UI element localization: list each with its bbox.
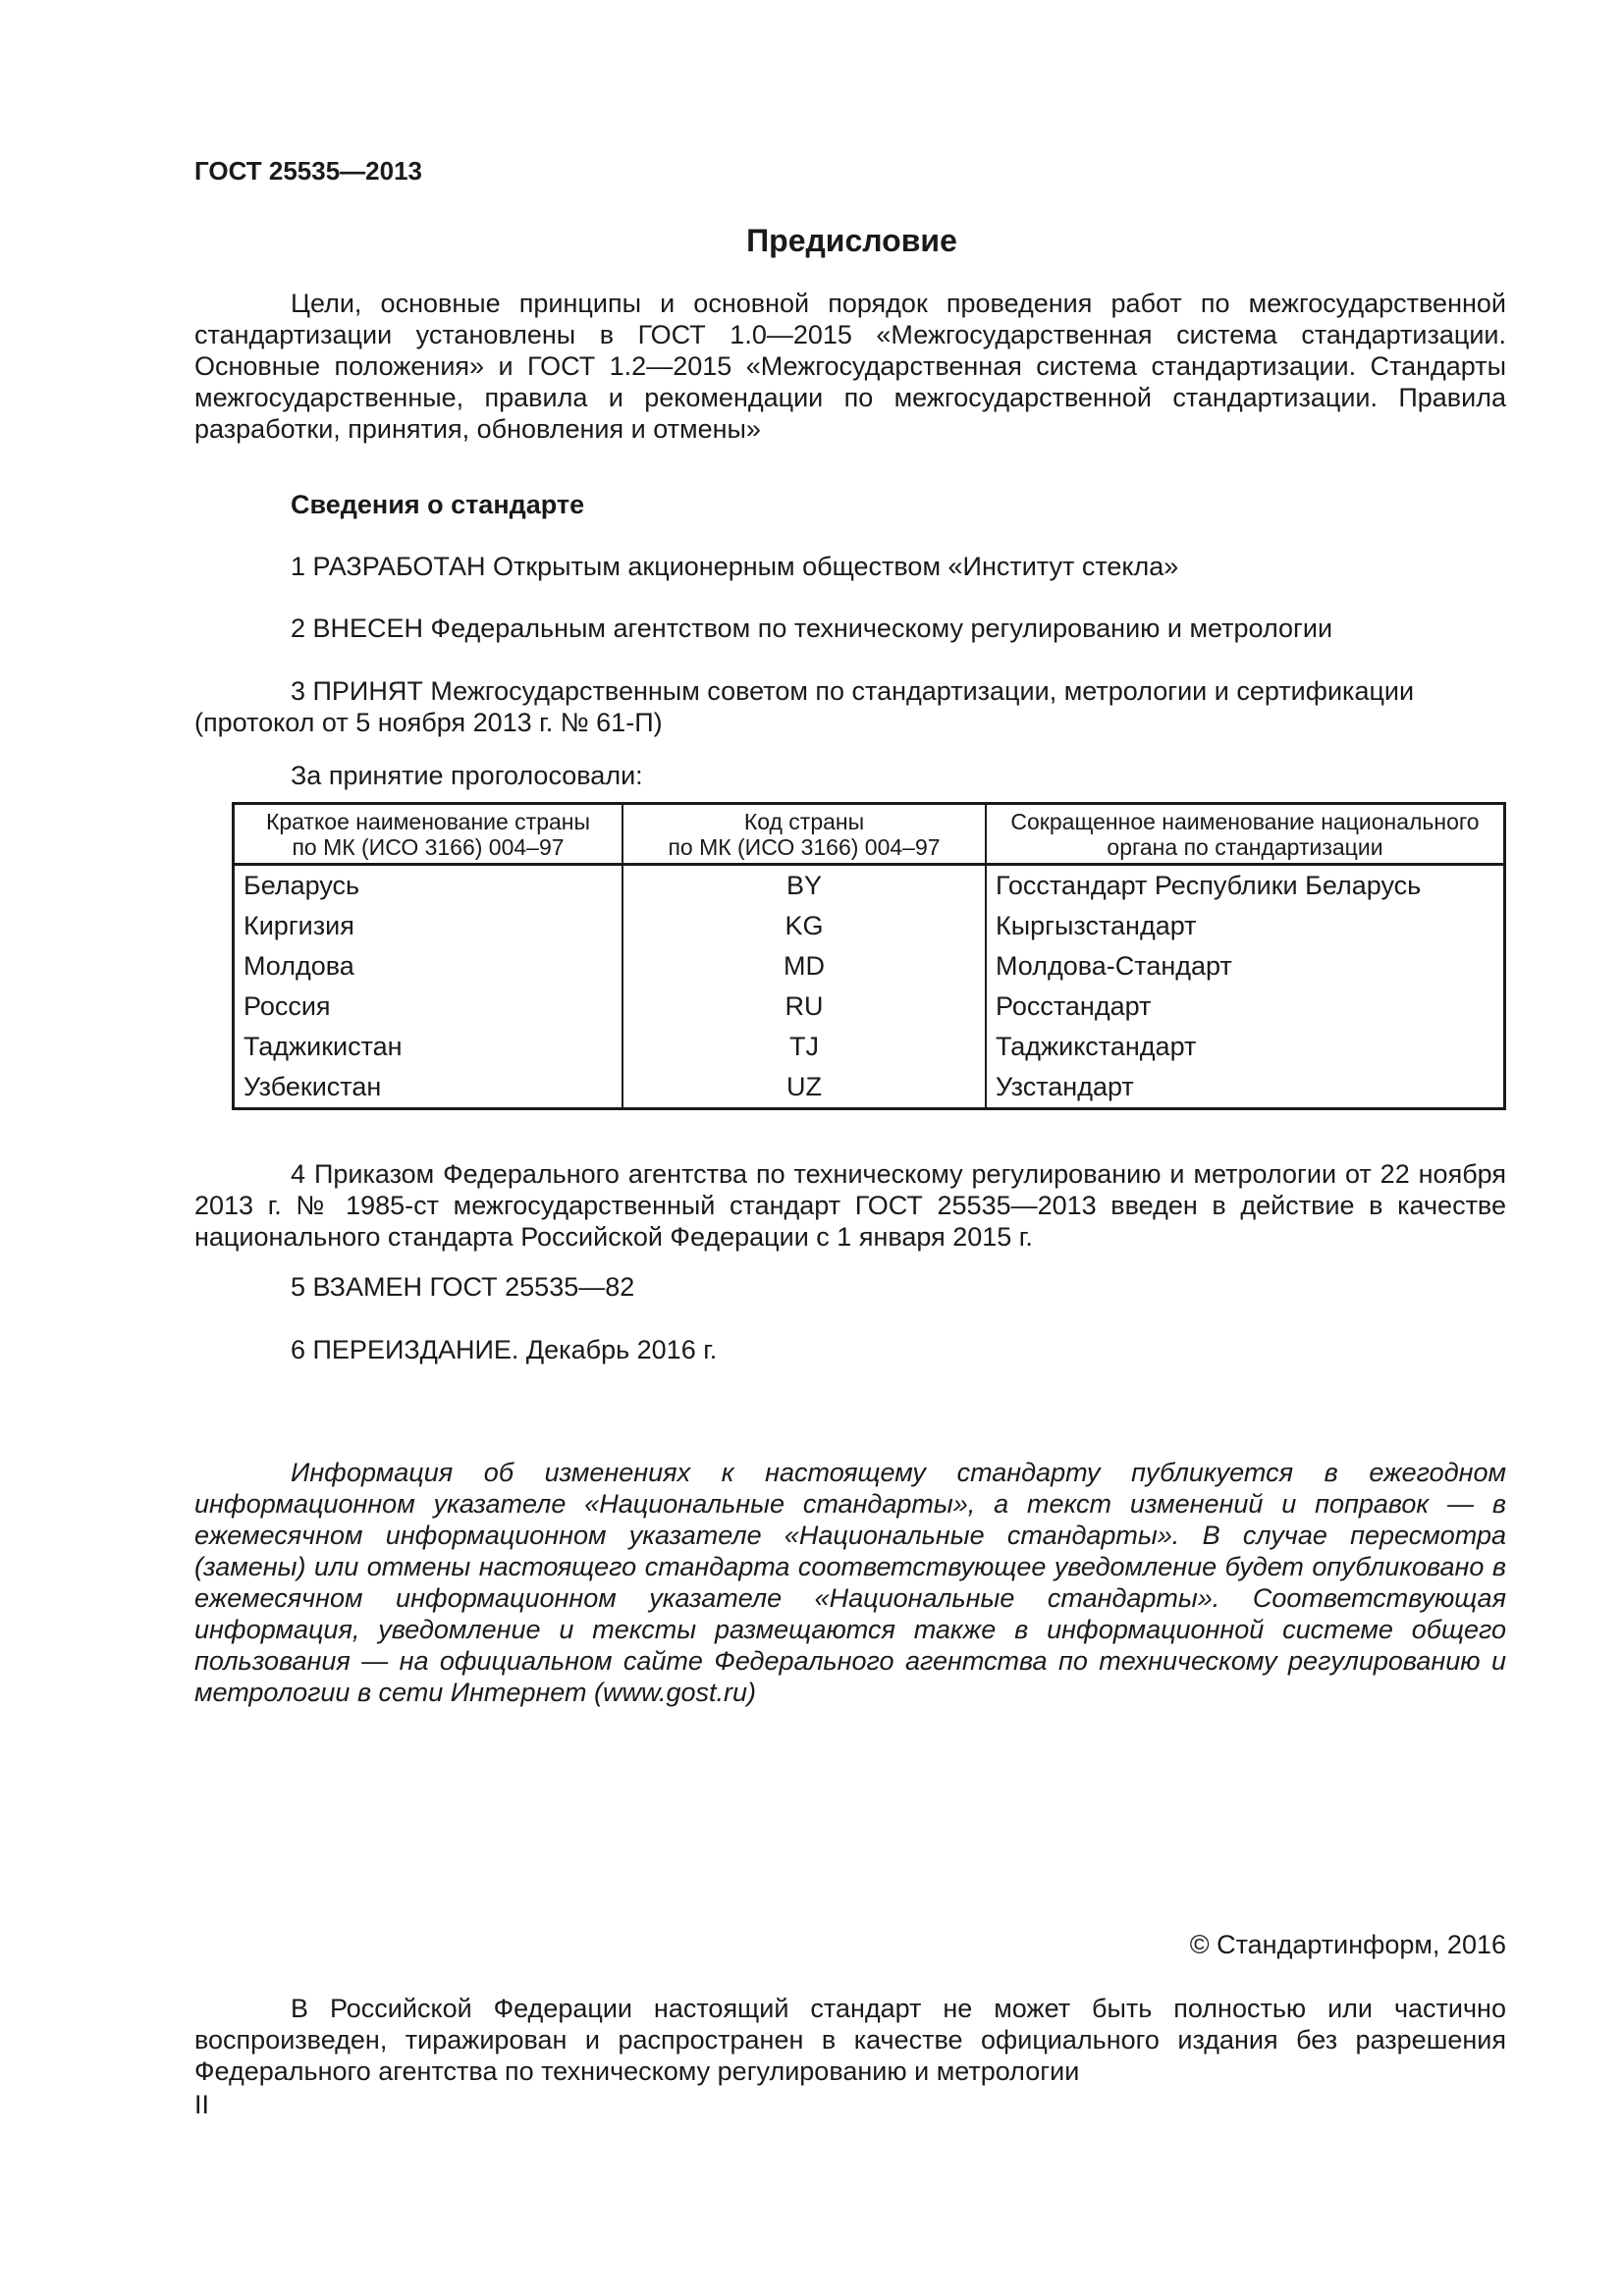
country-code: MD [622,946,986,987]
item-replaces: 5 ВЗАМЕН ГОСТ 25535—82 [291,1272,635,1302]
reproduction-notice: В Российской Федерации настоящий стандарт не может быть полностью или частично воспроизведен, тиражирован и распространен в качестве официального издания без разрешения Федерального агентства по техническому регулированию и метрологии [194,1994,1506,2086]
item-enacted: 4 Приказом Федерального агентства по техническому регулированию и метрологии от 22 ноября 2013 г. № 1985-ст межгосударственный стандарт ГОСТ 25535—2013 введен в действие в качестве национального стандарта Российской Федерации с 1 января 2015 г. [194,1159,1506,1252]
national-body: Росстандарт [986,987,1505,1027]
header-country-name: Краткое наименование страны по МК (ИСО 3166) 004–97 [234,804,623,865]
country-name: Узбекистан [234,1067,623,1109]
country-code: TJ [622,1027,986,1067]
table-row [234,865,1505,907]
preface-title: Предисловие [746,223,957,258]
table-row [234,987,1505,1027]
country-code: RU [622,987,986,1027]
page-number: II [194,2090,210,2119]
table-row [234,1067,1505,1109]
country-name: Россия [234,987,623,1027]
vote-label: За принятие проголосовали: [291,761,643,790]
header-country-code: Код страны по МК (ИСО 3166) 004–97 [622,804,986,865]
document-code: ГОСТ 25535—2013 [194,156,422,186]
table-row [234,906,1505,946]
item-submitted: 2 ВНЕСЕН Федеральным агентством по техническому регулированию и метрологии [291,614,1333,643]
country-name: Таджикистан [234,1027,623,1067]
changes-notice: Информация об изменениях к настоящему стандарту публикуется в ежегодном информационном указателе «Национальные стандарты», а текст изменений и поправок — в ежемесячном информационном указателе «Национальные стандарты». В случае пересмотра (замены) или отмены настоящего стандарта соответствующее уведомление будет опубликовано в ежемесячном информационном указателе «Национальные стандарты». Соответствующая информация, уведомление и тексты размещаются также в информационной системе общего пользования — на официальном сайте Федерального агентства по техническому регулированию и метрологии в сети Интернет (www.gost.ru) [194,1458,1506,1707]
national-body: Таджикстандарт [986,1027,1505,1067]
voting-table [232,802,1506,1110]
country-code: KG [622,906,986,946]
table-header-row [234,804,1505,865]
header-national-body: Сокращенное наименование национального органа по стандартизации [986,804,1505,865]
table-row [234,1027,1505,1067]
country-code: UZ [622,1067,986,1109]
national-body: Госстандарт Республики Беларусь [986,865,1505,907]
preface-intro: Цели, основные принципы и основной порядок проведения работ по межгосударственной стандартизации установлены в ГОСТ 1.0—2015 «Межгосударственная система стандартизации. Основные положения» и ГОСТ 1.2—2015 «Межгосударственная система стандартизации. Стандарты межгосударственные, правила и рекомендации по межгосударственной стандартизации. Правила разработки, принятия, обновления и отмены» [194,289,1506,444]
item-developed: 1 РАЗРАБОТАН Открытым акционерным обществом «Институт стекла» [291,552,1179,581]
standard-info-heading: Сведения о стандарте [291,490,585,519]
national-body: Кыргызстандарт [986,906,1505,946]
table-row [234,946,1505,987]
country-code: BY [622,865,986,907]
country-name: Беларусь [234,865,623,907]
country-name: Киргизия [234,906,623,946]
national-body: Узстандарт [986,1067,1505,1109]
copyright: © Стандартинформ, 2016 [1189,1930,1506,1959]
national-body: Молдова-Стандарт [986,946,1505,987]
item-reissue: 6 ПЕРЕИЗДАНИЕ. Декабрь 2016 г. [291,1335,718,1364]
item-adopted: 3 ПРИНЯТ Межгосударственным советом по стандартизации, метрологии и сертификации (протокол от 5 ноября 2013 г. № 61-П) [194,676,1415,737]
country-name: Молдова [234,946,623,987]
